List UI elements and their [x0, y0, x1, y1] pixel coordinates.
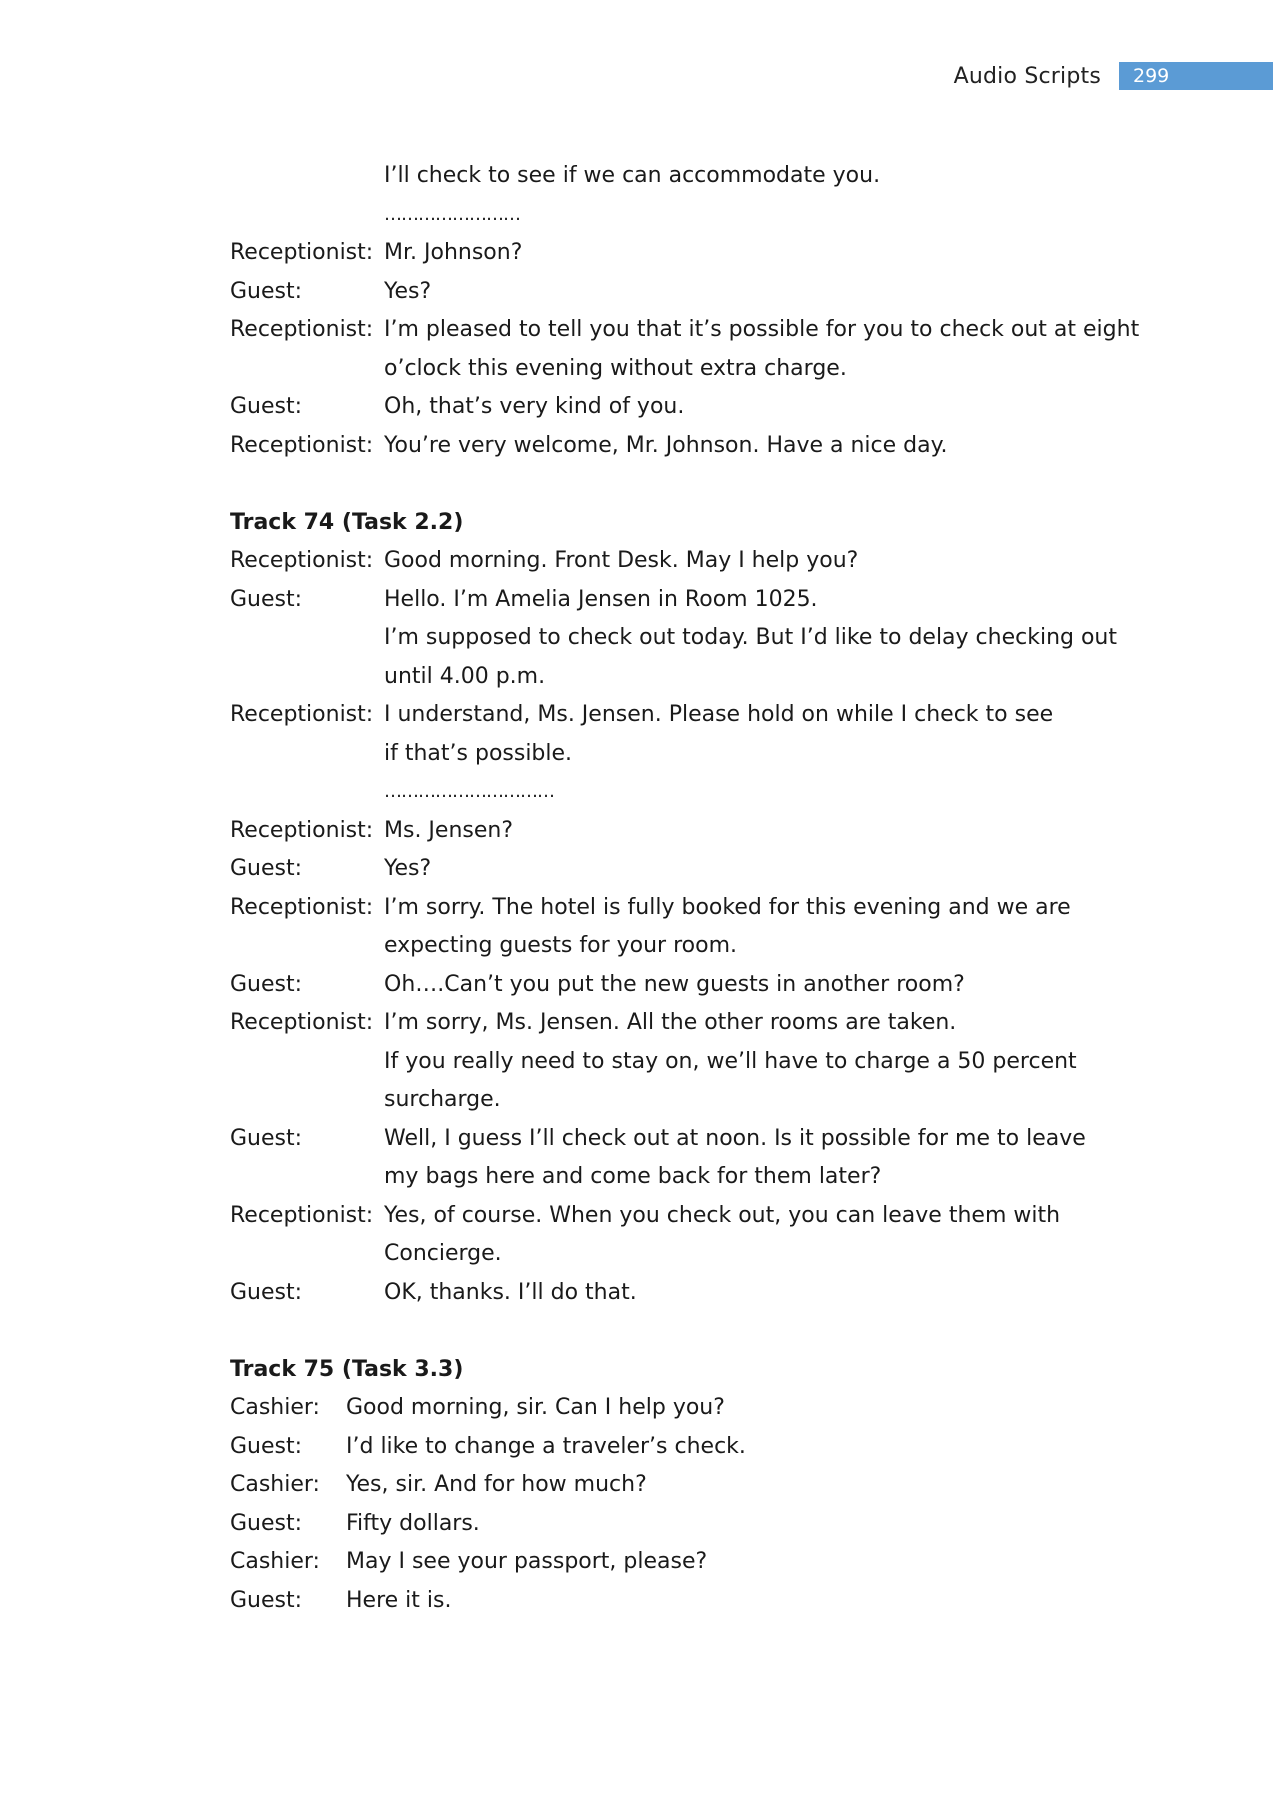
dialogue-line — [230, 619, 1130, 658]
dialogue-line — [230, 696, 1130, 735]
speaker-label: Guest: — [230, 1125, 303, 1151]
dialogue-line — [230, 542, 1130, 581]
dialogue-line — [230, 1004, 1130, 1043]
dialogue-line — [230, 889, 1130, 928]
dialogue-line — [230, 927, 1130, 966]
speaker-label: Receptionist: — [230, 1010, 374, 1035]
dialogue-text: until 4.00 p.m. — [384, 663, 546, 689]
dialogue-text: I’ll check to see if we can accommodate you. — [384, 163, 881, 188]
speaker-label: Guest: — [230, 394, 303, 419]
page-number-badge: 299 — [1119, 62, 1273, 90]
speaker-label — [230, 157, 384, 196]
speaker-label — [230, 350, 384, 389]
speaker-label: Guest: — [230, 971, 303, 997]
dialogue-line — [230, 735, 1130, 774]
dialogue-text: …………………… — [384, 203, 520, 225]
dialogue-text: If you really need to stay on, we’ll have to charge a 50 percent — [384, 1048, 1077, 1074]
dialogue-text: my bags here and come back for them later? — [384, 1164, 882, 1189]
dialogue-text: I’m sorry. The hotel is fully booked for this evening and we are — [384, 894, 1071, 920]
speaker-label: Receptionist: — [230, 432, 374, 458]
speaker-label — [230, 735, 384, 774]
dialogue-text: Yes? — [384, 856, 432, 881]
section-track-74 — [230, 504, 1130, 1313]
speaker-label: Guest: — [230, 586, 303, 612]
dialogue-line — [230, 1120, 1130, 1159]
speaker-label: Guest: — [230, 1510, 303, 1536]
dialogue-text: I’m sorry, Ms. Jensen. All the other rooms are taken. — [384, 1010, 957, 1035]
dialogue-line — [230, 966, 1130, 1005]
dialogue-line — [230, 273, 1130, 312]
dialogue-line — [230, 1505, 1130, 1544]
dialogue-line — [230, 388, 1130, 427]
dialogue-line — [230, 1428, 1130, 1467]
section-continuation — [230, 157, 1140, 465]
speaker-label: Cashier: — [230, 1549, 320, 1574]
dialogue-text: OK, thanks. I’ll do that. — [384, 1279, 637, 1305]
dialogue-line — [230, 196, 1130, 235]
dialogue-line — [230, 157, 1130, 196]
dialogue-line — [230, 1389, 1130, 1428]
dialogue-text: I’d like to change a traveler’s check. — [346, 1433, 746, 1459]
dialogue-line — [230, 850, 1130, 889]
dialogue-line — [230, 1582, 1130, 1621]
speaker-label: Cashier: — [230, 1472, 320, 1497]
dialogue-text: May I see your passport, please? — [346, 1549, 708, 1574]
speaker-label: Receptionist: — [230, 1202, 374, 1228]
speaker-label: Guest: — [230, 278, 303, 304]
dialogue-line — [230, 234, 1130, 273]
dialogue-line — [230, 812, 1130, 851]
speaker-label: Cashier: — [230, 1395, 320, 1420]
dialogue-line — [230, 1466, 1130, 1505]
dialogue-text: expecting guests for your room. — [384, 933, 737, 958]
speaker-label: Guest: — [230, 856, 303, 881]
speaker-label: Receptionist: — [230, 317, 374, 342]
dialogue-line — [230, 350, 1130, 389]
speaker-label: Receptionist: — [230, 894, 374, 920]
speaker-label: Receptionist: — [230, 240, 374, 265]
dialogue-text: if that’s possible. — [384, 740, 573, 766]
speaker-label — [230, 619, 384, 658]
dialogue-line — [230, 1274, 1130, 1313]
dialogue-line — [230, 1197, 1130, 1236]
speaker-label: Guest: — [230, 1279, 303, 1305]
dialogue-text: surcharge. — [384, 1087, 501, 1112]
speaker-label — [230, 658, 384, 697]
dialogue-line — [230, 427, 1130, 466]
speaker-label: Guest: — [230, 1433, 303, 1459]
page-header — [954, 62, 1273, 90]
dialogue-text: Oh, that’s very kind of you. — [384, 394, 685, 419]
audio-script-body — [230, 157, 1140, 1620]
dialogue-text: Yes, of course. When you check out, you can leave them with — [384, 1202, 1061, 1228]
speaker-label — [230, 196, 384, 235]
speaker-label: Receptionist: — [230, 817, 374, 843]
dialogue-text: Good morning. Front Desk. May I help you? — [384, 548, 859, 573]
dialogue-line — [230, 1158, 1130, 1197]
running-title: Audio Scripts — [953, 63, 1101, 89]
speaker-label — [230, 1235, 384, 1274]
dialogue-text: Mr. Johnson? — [384, 240, 523, 265]
speaker-label — [230, 1158, 384, 1197]
dialogue-text: Yes? — [384, 278, 432, 304]
dialogue-line — [230, 581, 1130, 620]
dialogue-text: Hello. I’m Amelia Jensen in Room 1025. — [384, 586, 818, 612]
dialogue-line — [230, 1543, 1130, 1582]
dialogue-text: Fifty dollars. — [346, 1510, 480, 1536]
dialogue-line — [230, 1081, 1130, 1120]
speaker-label — [230, 773, 384, 812]
dialogue-text: o’clock this evening without extra charge. — [384, 355, 847, 381]
speaker-label: Guest: — [230, 1587, 303, 1613]
dialogue-text: Ms. Jensen? — [384, 817, 514, 843]
dialogue-text: Here it is. — [346, 1587, 452, 1613]
dialogue-line — [230, 658, 1130, 697]
dialogue-text: Oh….Can’t you put the new guests in another room? — [384, 971, 965, 997]
dialogue-text: I understand, Ms. Jensen. Please hold on while I check to see — [384, 702, 1054, 727]
speaker-label: Receptionist: — [230, 702, 374, 727]
dialogue-line — [230, 311, 1140, 350]
track-heading: Track 75 (Task 3.3) — [230, 1356, 464, 1382]
speaker-label — [230, 927, 384, 966]
dialogue-text: You’re very welcome, Mr. Johnson. Have a nice day. — [384, 432, 948, 458]
speaker-label — [230, 1081, 384, 1120]
speaker-label — [230, 1043, 384, 1082]
section-track-75 — [230, 1351, 1130, 1621]
dialogue-line — [230, 773, 1130, 812]
dialogue-text: ………………………… — [384, 781, 554, 802]
dialogue-text: I’m supposed to check out today. But I’d like to delay checking out — [384, 625, 1118, 650]
dialogue-text: Good morning, sir. Can I help you? — [346, 1395, 725, 1420]
dialogue-text: Concierge. — [384, 1241, 502, 1266]
dialogue-line — [230, 1043, 1130, 1082]
speaker-label: Receptionist: — [230, 548, 374, 573]
dialogue-line — [230, 1235, 1130, 1274]
dialogue-text: Well, I guess I’ll check out at noon. Is it possible for me to leave — [384, 1125, 1086, 1151]
track-heading: Track 74 (Task 2.2) — [230, 509, 464, 535]
dialogue-text: I’m pleased to tell you that it’s possible for you to check out at eight — [384, 317, 1140, 342]
dialogue-text: Yes, sir. And for how much? — [346, 1472, 647, 1497]
